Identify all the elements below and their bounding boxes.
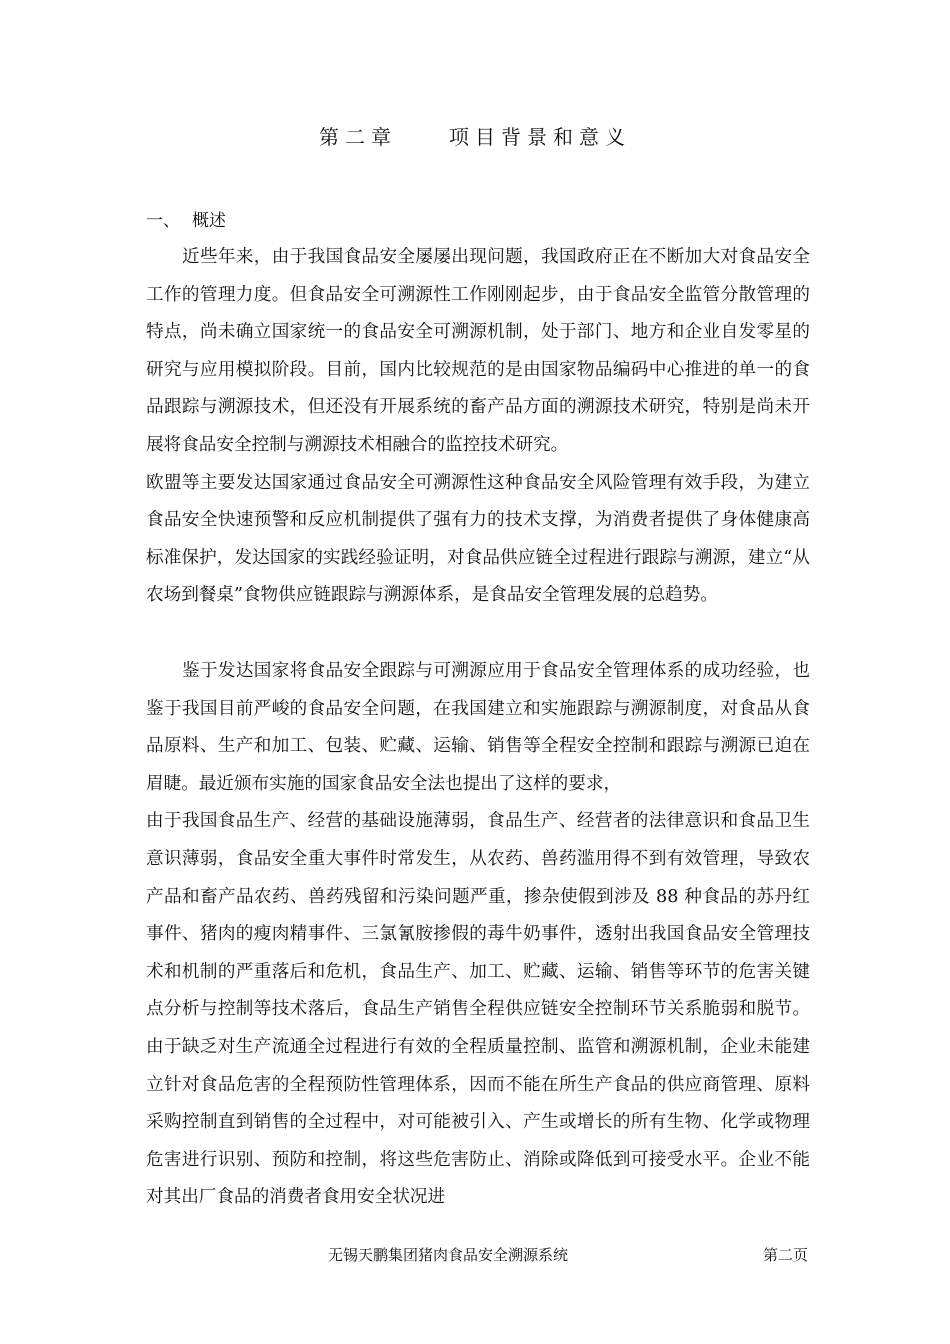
- paragraph: 欧盟等主要发达国家通过食品安全可溯源性这种食品安全风险管理有效手段，为建立食品安全快速预警和反应机制提供了强有力的技术支撑，为消费者提供了身体健康高标准保护，发达国家的实践经验证明，对食品供应链全过程进行跟踪与溯源，建立“从农场到餐桌”食物供应链跟踪与溯源体系，是食品安全管理发展的总趋势。: [146, 472, 810, 606]
- section-number: 一、: [146, 211, 180, 231]
- section-heading: [146, 207, 226, 235]
- footer-page-number: 第二页: [763, 1246, 809, 1264]
- footer-document-name: 无锡天鹏集团猪肉食品安全溯源系统: [328, 1246, 569, 1264]
- paragraph: 近些年来，由于我国食品安全屡屡出现问题，我国政府正在不断加大对食品安全工作的管理力度。但食品安全可溯源性工作刚刚起步，由于食品安全监管分散管理的特点，尚未确立国家统一的食品安全可溯源机制，处于部门、地方和企业自发零星的研究与应用模拟阶段。目前，国内比较规范的是由国家物品编码中心推进的单一的食品跟踪与溯源技术，但还没有开展系统的畜产品方面的溯源技术研究，特别是尚未开展将食品安全控制与溯源技术相融合的监控技术研究。: [146, 247, 810, 455]
- chapter-number: 第二章: [319, 125, 397, 149]
- body-block-2: [146, 653, 810, 1217]
- paragraph: 鉴于发达国家将食品安全跟踪与可溯源应用于食品安全管理体系的成功经验，也鉴于我国目前严峻的食品安全问题，在我国建立和实施跟踪与溯源制度，对食品从食品原料、生产和加工、包装、贮藏、运输、销售等全程安全控制和跟踪与溯源已迫在眉睫。最近颁布实施的国家食品安全法也提出了这样的要求，: [146, 661, 810, 794]
- paragraph: 由于我国食品生产、经营的基础设施薄弱，食品生产、经营者的法律意识和食品卫生意识薄弱，食品安全重大事件时常发生，从农药、兽药滥用得不到有效管理，导致农产品和畜产品农药、兽药残留和污染问题严重，掺杂使假到涉及 88 种食品的苏丹红事件、猪肉的瘦肉精事件、三氯氰胺掺假的毒牛奶事件，透射出我国食品安全管理技术和机制的严重落后和危机，食品生产、加工、贮藏、运输、销售等环节的危害关键点分析与控制等技术落后，食品生产销售全程供应链安全控制环节关系脆弱和脱节。由于缺乏对生产流通全过程进行有效的全程质量控制、监管和溯源机制，企业未能建立针对食品危害的全程预防性管理体系，因而不能在所生产食品的供应商管理、原料采购控制直到销售的全过程中，对可能被引入、产生或增长的所有生物、化学或物理危害进行识别、预防和控制，将这些危害防止、消除或降低到可接受水平。企业不能对其出厂食品的消费者食用安全状况进: [146, 811, 810, 1208]
- chapter-title: [0, 121, 950, 150]
- body-block-1: [146, 239, 810, 615]
- section-title: 概述: [192, 211, 226, 231]
- chapter-name: 项目背景和意义: [449, 125, 631, 149]
